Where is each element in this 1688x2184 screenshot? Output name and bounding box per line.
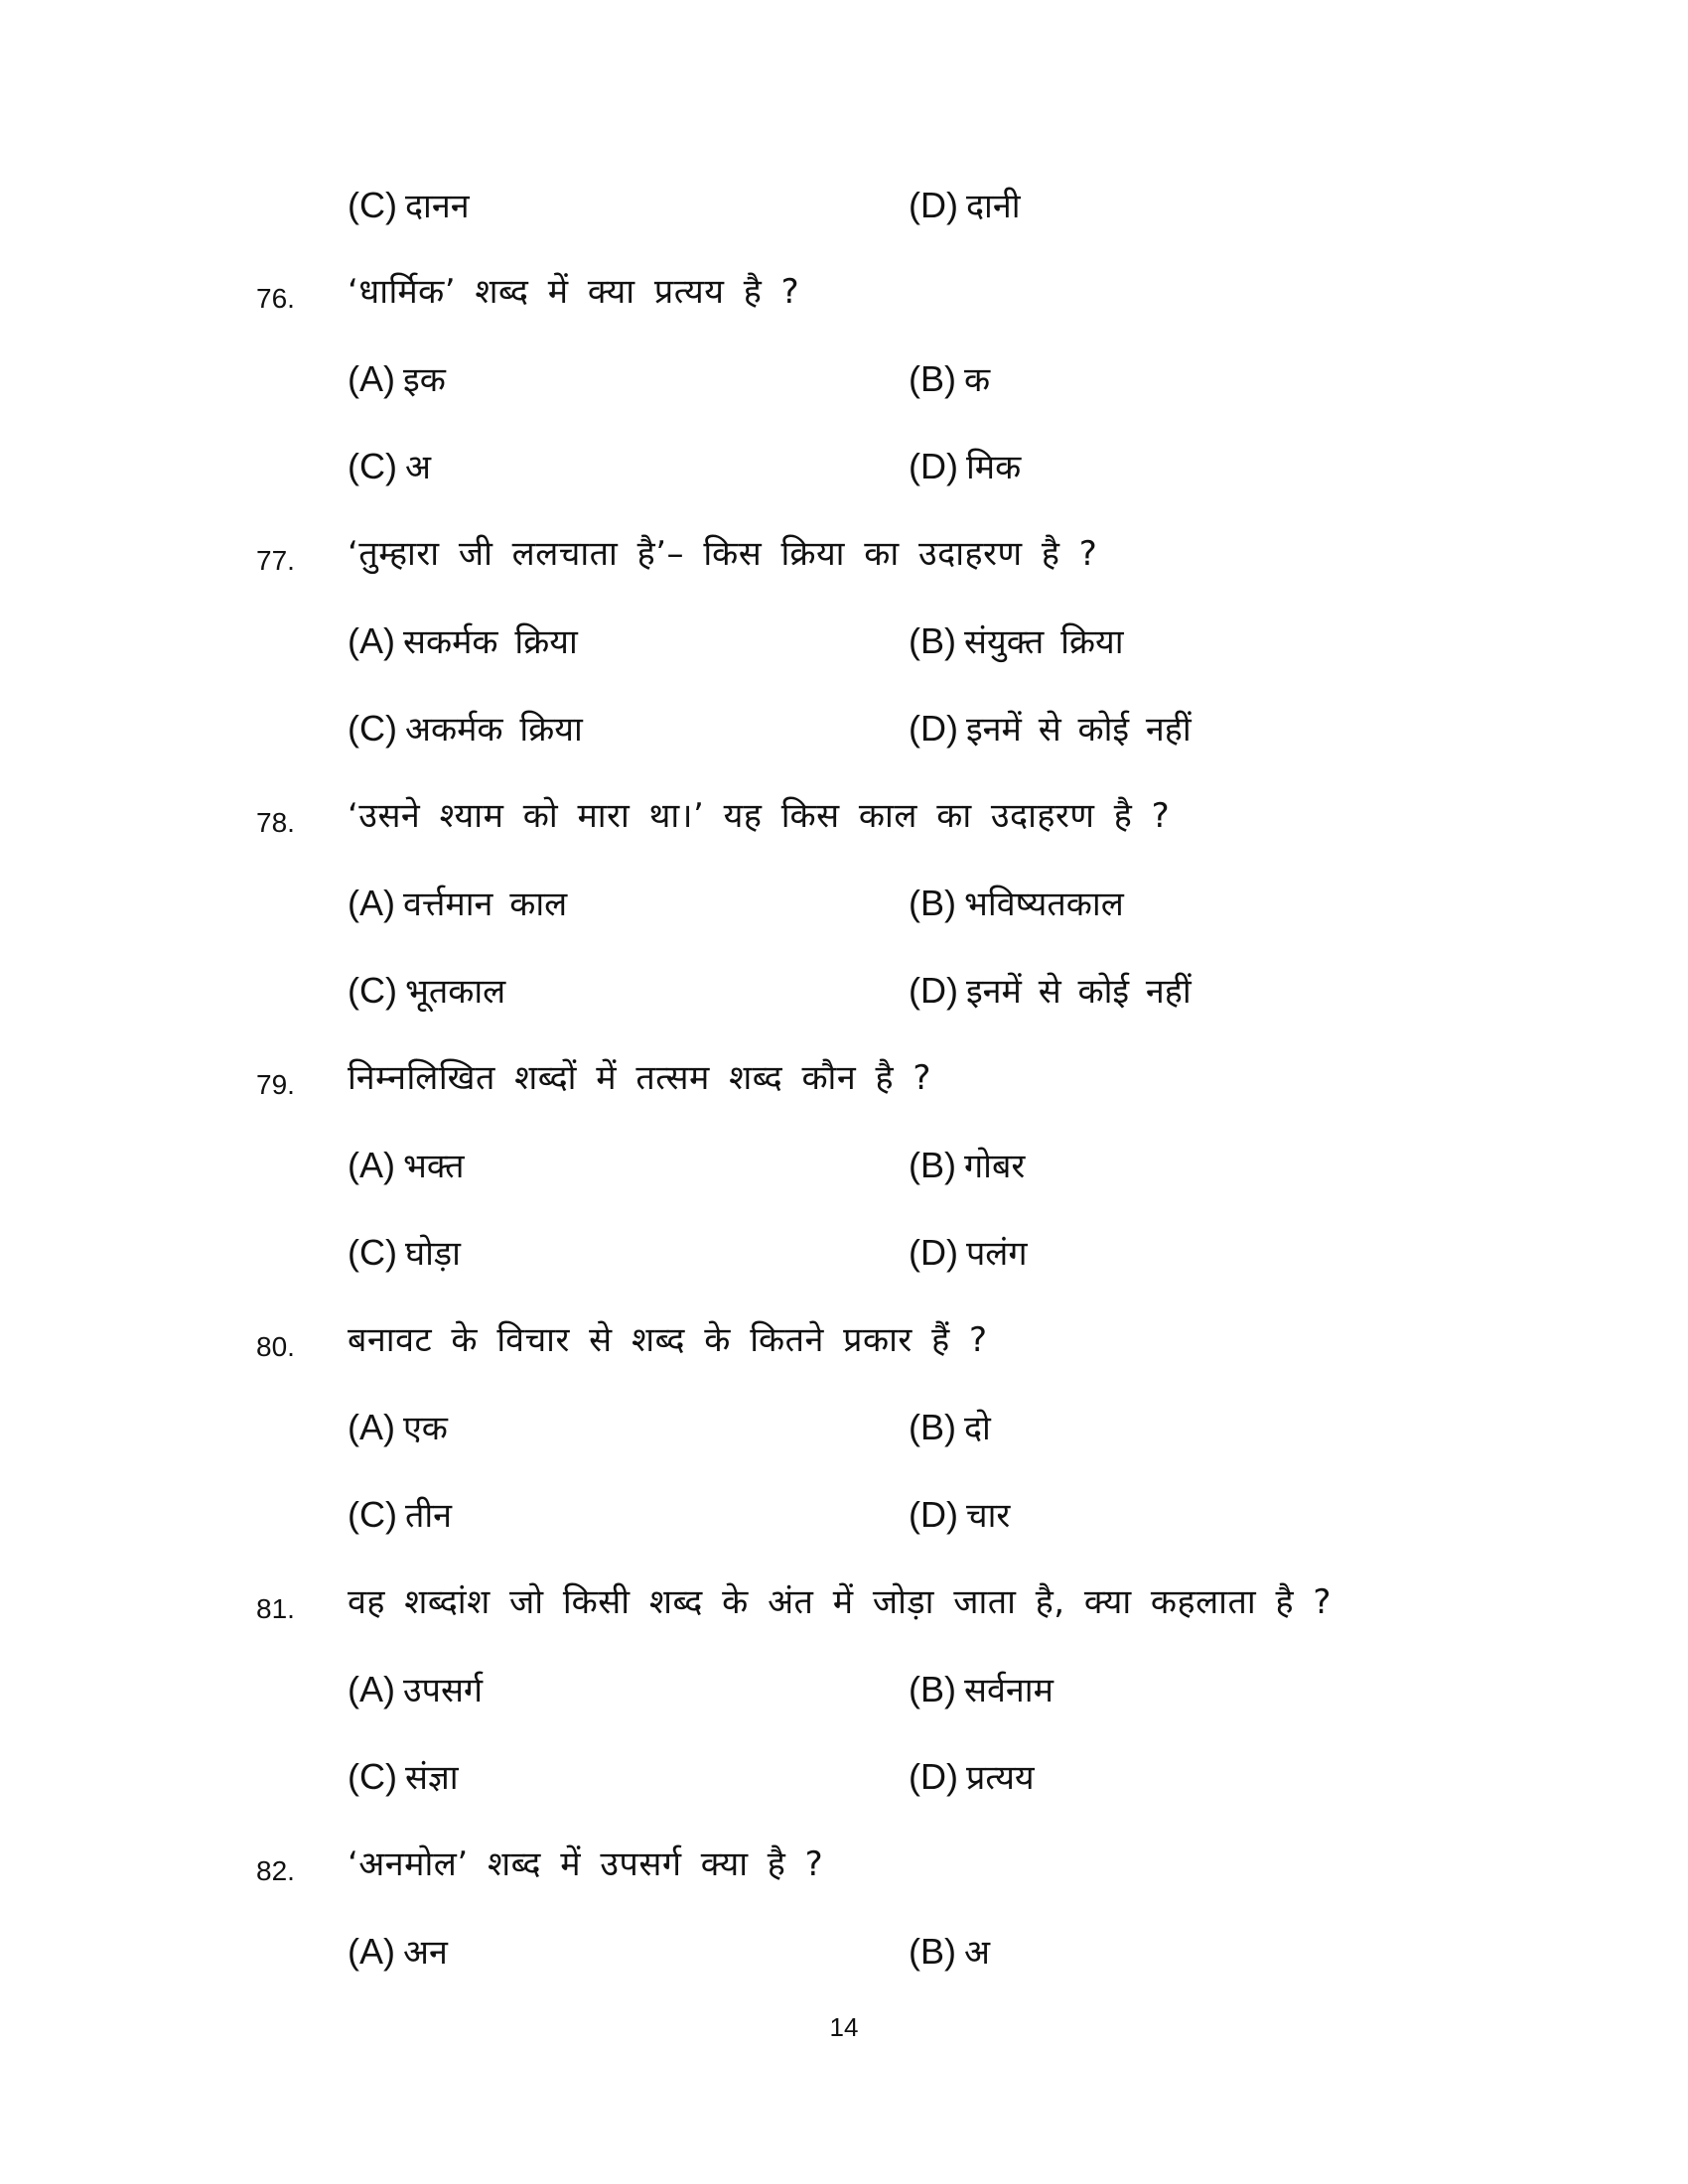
question-text: ‘तुम्हारा जी ललचाता है’– किस क्रिया का उदाहरण है ? [348, 534, 1098, 574]
options-row [0, 1137, 1688, 1196]
question-number: 77. [256, 545, 295, 576]
option-label: (A) [348, 620, 395, 661]
option-label: (A) [348, 883, 395, 923]
option-label: (B) [909, 1931, 956, 1972]
option-a [348, 1667, 483, 1713]
option-label: (C) [348, 1756, 397, 1797]
question-81 [0, 1573, 1688, 1633]
option-text: अ [404, 448, 431, 487]
option-d [909, 1754, 1035, 1801]
continued-options-row [0, 177, 1688, 236]
option-text: इक [403, 360, 446, 400]
option-b [909, 356, 990, 403]
option-label: (B) [909, 358, 956, 399]
option-b [909, 1929, 990, 1976]
option-label: (C) [348, 970, 397, 1011]
question-number: 76. [256, 283, 295, 314]
option-label: (C) [348, 446, 397, 486]
question-76 [0, 263, 1688, 323]
question-82 [0, 1836, 1688, 1895]
option-text: गोबर [964, 1147, 1026, 1186]
option-c [348, 968, 505, 1015]
option-c [348, 1754, 459, 1801]
options-row [0, 962, 1688, 1022]
question-number: 81. [256, 1593, 295, 1624]
option-a [348, 618, 578, 665]
options-row [0, 1661, 1688, 1720]
option-d [909, 1230, 1028, 1277]
option-label: (B) [909, 620, 956, 661]
option-text: भूतकाल [404, 972, 506, 1012]
question-text: निम्नलिखित शब्दों में तत्सम शब्द कौन है ? [348, 1058, 931, 1098]
option-d [909, 183, 1021, 229]
option-text: इनमें से कोई नहीं [965, 710, 1192, 750]
option-a [348, 1405, 448, 1451]
option-text: दो [964, 1409, 991, 1448]
option-label: (B) [909, 883, 956, 923]
option-text: तीन [404, 1496, 453, 1536]
option-text: संज्ञा [404, 1758, 459, 1798]
option-text: दानी [965, 187, 1021, 226]
option-label: (D) [909, 446, 958, 486]
question-text: ‘उसने श्याम को मारा था।’ यह किस काल का उदाहरण है ? [348, 796, 1171, 836]
options-row [0, 875, 1688, 934]
option-text: पलंग [965, 1234, 1028, 1274]
option-c [348, 183, 470, 229]
option-label: (C) [348, 1494, 397, 1535]
option-label: (B) [909, 1669, 956, 1709]
option-text: भक्त [403, 1147, 465, 1186]
option-label: (A) [348, 358, 395, 399]
option-d [909, 706, 1192, 752]
options-row [0, 1399, 1688, 1458]
options-row [0, 438, 1688, 497]
question-text: वह शब्दांश जो किसी शब्द के अंत में जोड़ा जाता है, क्या कहलाता है ? [348, 1582, 1332, 1622]
option-c [348, 1492, 452, 1539]
option-text: चार [965, 1496, 1011, 1536]
option-text: इनमें से कोई नहीं [965, 972, 1192, 1012]
option-d [909, 444, 1021, 490]
option-b [909, 1405, 991, 1451]
option-text: घोड़ा [404, 1234, 461, 1274]
option-label: (D) [909, 708, 958, 749]
options-row [0, 1748, 1688, 1808]
option-b [909, 618, 1124, 665]
option-text: वर्त्तमान काल [403, 885, 568, 924]
option-text: प्रत्यय [965, 1758, 1035, 1798]
option-label: (D) [909, 970, 958, 1011]
option-d [909, 1492, 1010, 1539]
options-row [0, 1486, 1688, 1546]
option-a [348, 881, 567, 927]
option-label: (D) [909, 1232, 958, 1273]
option-label: (D) [909, 1494, 958, 1535]
option-label: (D) [909, 185, 958, 225]
question-80 [0, 1311, 1688, 1371]
option-label: (B) [909, 1145, 956, 1185]
question-79 [0, 1049, 1688, 1109]
option-a [348, 356, 446, 403]
option-b [909, 1667, 1054, 1713]
option-label: (C) [348, 708, 397, 749]
option-label: (B) [909, 1407, 956, 1447]
question-text: बनावट के विचार से शब्द के कितने प्रकार हैं ? [348, 1320, 988, 1360]
option-text: क [964, 360, 991, 400]
option-text: एक [403, 1409, 448, 1448]
option-label: (A) [348, 1145, 395, 1185]
option-b [909, 1143, 1025, 1189]
option-text: संयुक्त क्रिया [964, 622, 1124, 662]
option-text: अन [403, 1933, 448, 1973]
question-text: ‘अनमोल’ शब्द में उपसर्ग क्या है ? [348, 1844, 824, 1884]
question-number: 80. [256, 1331, 295, 1362]
option-label: (A) [348, 1407, 395, 1447]
option-text: सकर्मक क्रिया [403, 622, 578, 662]
question-text: ‘धार्मिक’ शब्द में क्या प्रत्यय है ? [348, 272, 800, 312]
option-b [909, 881, 1124, 927]
options-row [0, 613, 1688, 672]
option-text: सर्वनाम [964, 1671, 1054, 1710]
option-text: भविष्यतकाल [964, 885, 1124, 924]
page-number: 14 [829, 2012, 859, 2042]
option-text: मिक [965, 448, 1022, 487]
option-label: (C) [348, 1232, 397, 1273]
option-text: दानन [404, 187, 470, 226]
option-d [909, 968, 1192, 1015]
options-row [0, 350, 1688, 410]
option-label: (C) [348, 185, 397, 225]
option-c [348, 706, 583, 752]
option-c [348, 1230, 461, 1277]
question-78 [0, 787, 1688, 847]
options-row [0, 1224, 1688, 1284]
option-text: उपसर्ग [403, 1671, 484, 1710]
option-a [348, 1929, 448, 1976]
option-text: अ [964, 1933, 990, 1973]
option-label: (D) [909, 1756, 958, 1797]
options-row [0, 700, 1688, 759]
question-number: 78. [256, 807, 295, 838]
option-c [348, 444, 431, 490]
option-label: (A) [348, 1931, 395, 1972]
option-a [348, 1143, 465, 1189]
options-row [0, 1923, 1688, 1982]
option-text: अकर्मक क्रिया [404, 710, 583, 750]
question-77 [0, 525, 1688, 585]
question-number: 79. [256, 1069, 295, 1100]
option-label: (A) [348, 1669, 395, 1709]
question-number: 82. [256, 1855, 295, 1886]
